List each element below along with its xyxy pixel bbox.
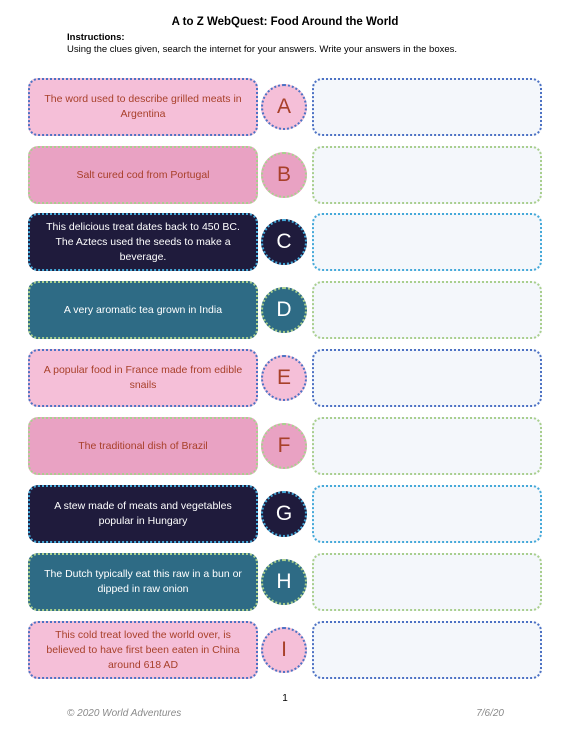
clue-row-d bbox=[0, 281, 570, 341]
footer-date: 7/6/20 bbox=[476, 708, 504, 719]
answer-box-d[interactable] bbox=[312, 281, 542, 339]
answer-box-e[interactable] bbox=[312, 349, 542, 407]
page-number: 1 bbox=[282, 693, 288, 704]
letter-circle-e: E bbox=[261, 355, 307, 401]
clue-box-h: The Dutch typically eat this raw in a bun or dipped in raw onion bbox=[28, 553, 258, 611]
clue-row-c bbox=[0, 213, 570, 273]
letter-circle-a: A bbox=[261, 84, 307, 130]
clue-box-g: A stew made of meats and vegetables popular in Hungary bbox=[28, 485, 258, 543]
letter-circle-d: D bbox=[261, 287, 307, 333]
clue-row-b bbox=[0, 146, 570, 206]
answer-box-i[interactable] bbox=[312, 621, 542, 679]
letter-circle-g: G bbox=[261, 491, 307, 537]
answer-box-h[interactable] bbox=[312, 553, 542, 611]
instructions-text: Using the clues given, search the internet for your answers. Write your answers in the boxes. bbox=[67, 44, 458, 55]
answer-box-f[interactable] bbox=[312, 417, 542, 475]
page-title: A to Z WebQuest: Food Around the World bbox=[171, 16, 399, 28]
letter-circle-c: C bbox=[261, 219, 307, 265]
clue-row-i bbox=[0, 621, 570, 681]
clue-box-e: A popular food in France made from edible snails bbox=[28, 349, 258, 407]
clue-row-e bbox=[0, 349, 570, 409]
answer-box-g[interactable] bbox=[312, 485, 542, 543]
clue-box-a: The word used to describe grilled meats in Argentina bbox=[28, 78, 258, 136]
answer-box-b[interactable] bbox=[312, 146, 542, 204]
copyright: © 2020 World Adventures bbox=[67, 708, 182, 719]
clue-box-f: The traditional dish of Brazil bbox=[28, 417, 258, 475]
clue-box-i: This cold treat loved the world over, is believed to have first been eaten in China around 618 AD bbox=[28, 621, 258, 679]
clue-box-c: This delicious treat dates back to 450 BC. The Aztecs used the seeds to make a beverage. bbox=[28, 213, 258, 271]
clue-box-b: Salt cured cod from Portugal bbox=[28, 146, 258, 204]
letter-circle-b: B bbox=[261, 152, 307, 198]
clue-row-g bbox=[0, 485, 570, 545]
answer-box-a[interactable] bbox=[312, 78, 542, 136]
answer-box-c[interactable] bbox=[312, 213, 542, 271]
clue-box-d: A very aromatic tea grown in India bbox=[28, 281, 258, 339]
clue-row-h bbox=[0, 553, 570, 613]
letter-circle-f: F bbox=[261, 423, 307, 469]
letter-circle-i: I bbox=[261, 627, 307, 673]
clue-row-f bbox=[0, 417, 570, 477]
letter-circle-h: H bbox=[261, 559, 307, 605]
instructions-heading: Instructions: bbox=[67, 32, 125, 43]
clue-row-a bbox=[0, 78, 570, 138]
